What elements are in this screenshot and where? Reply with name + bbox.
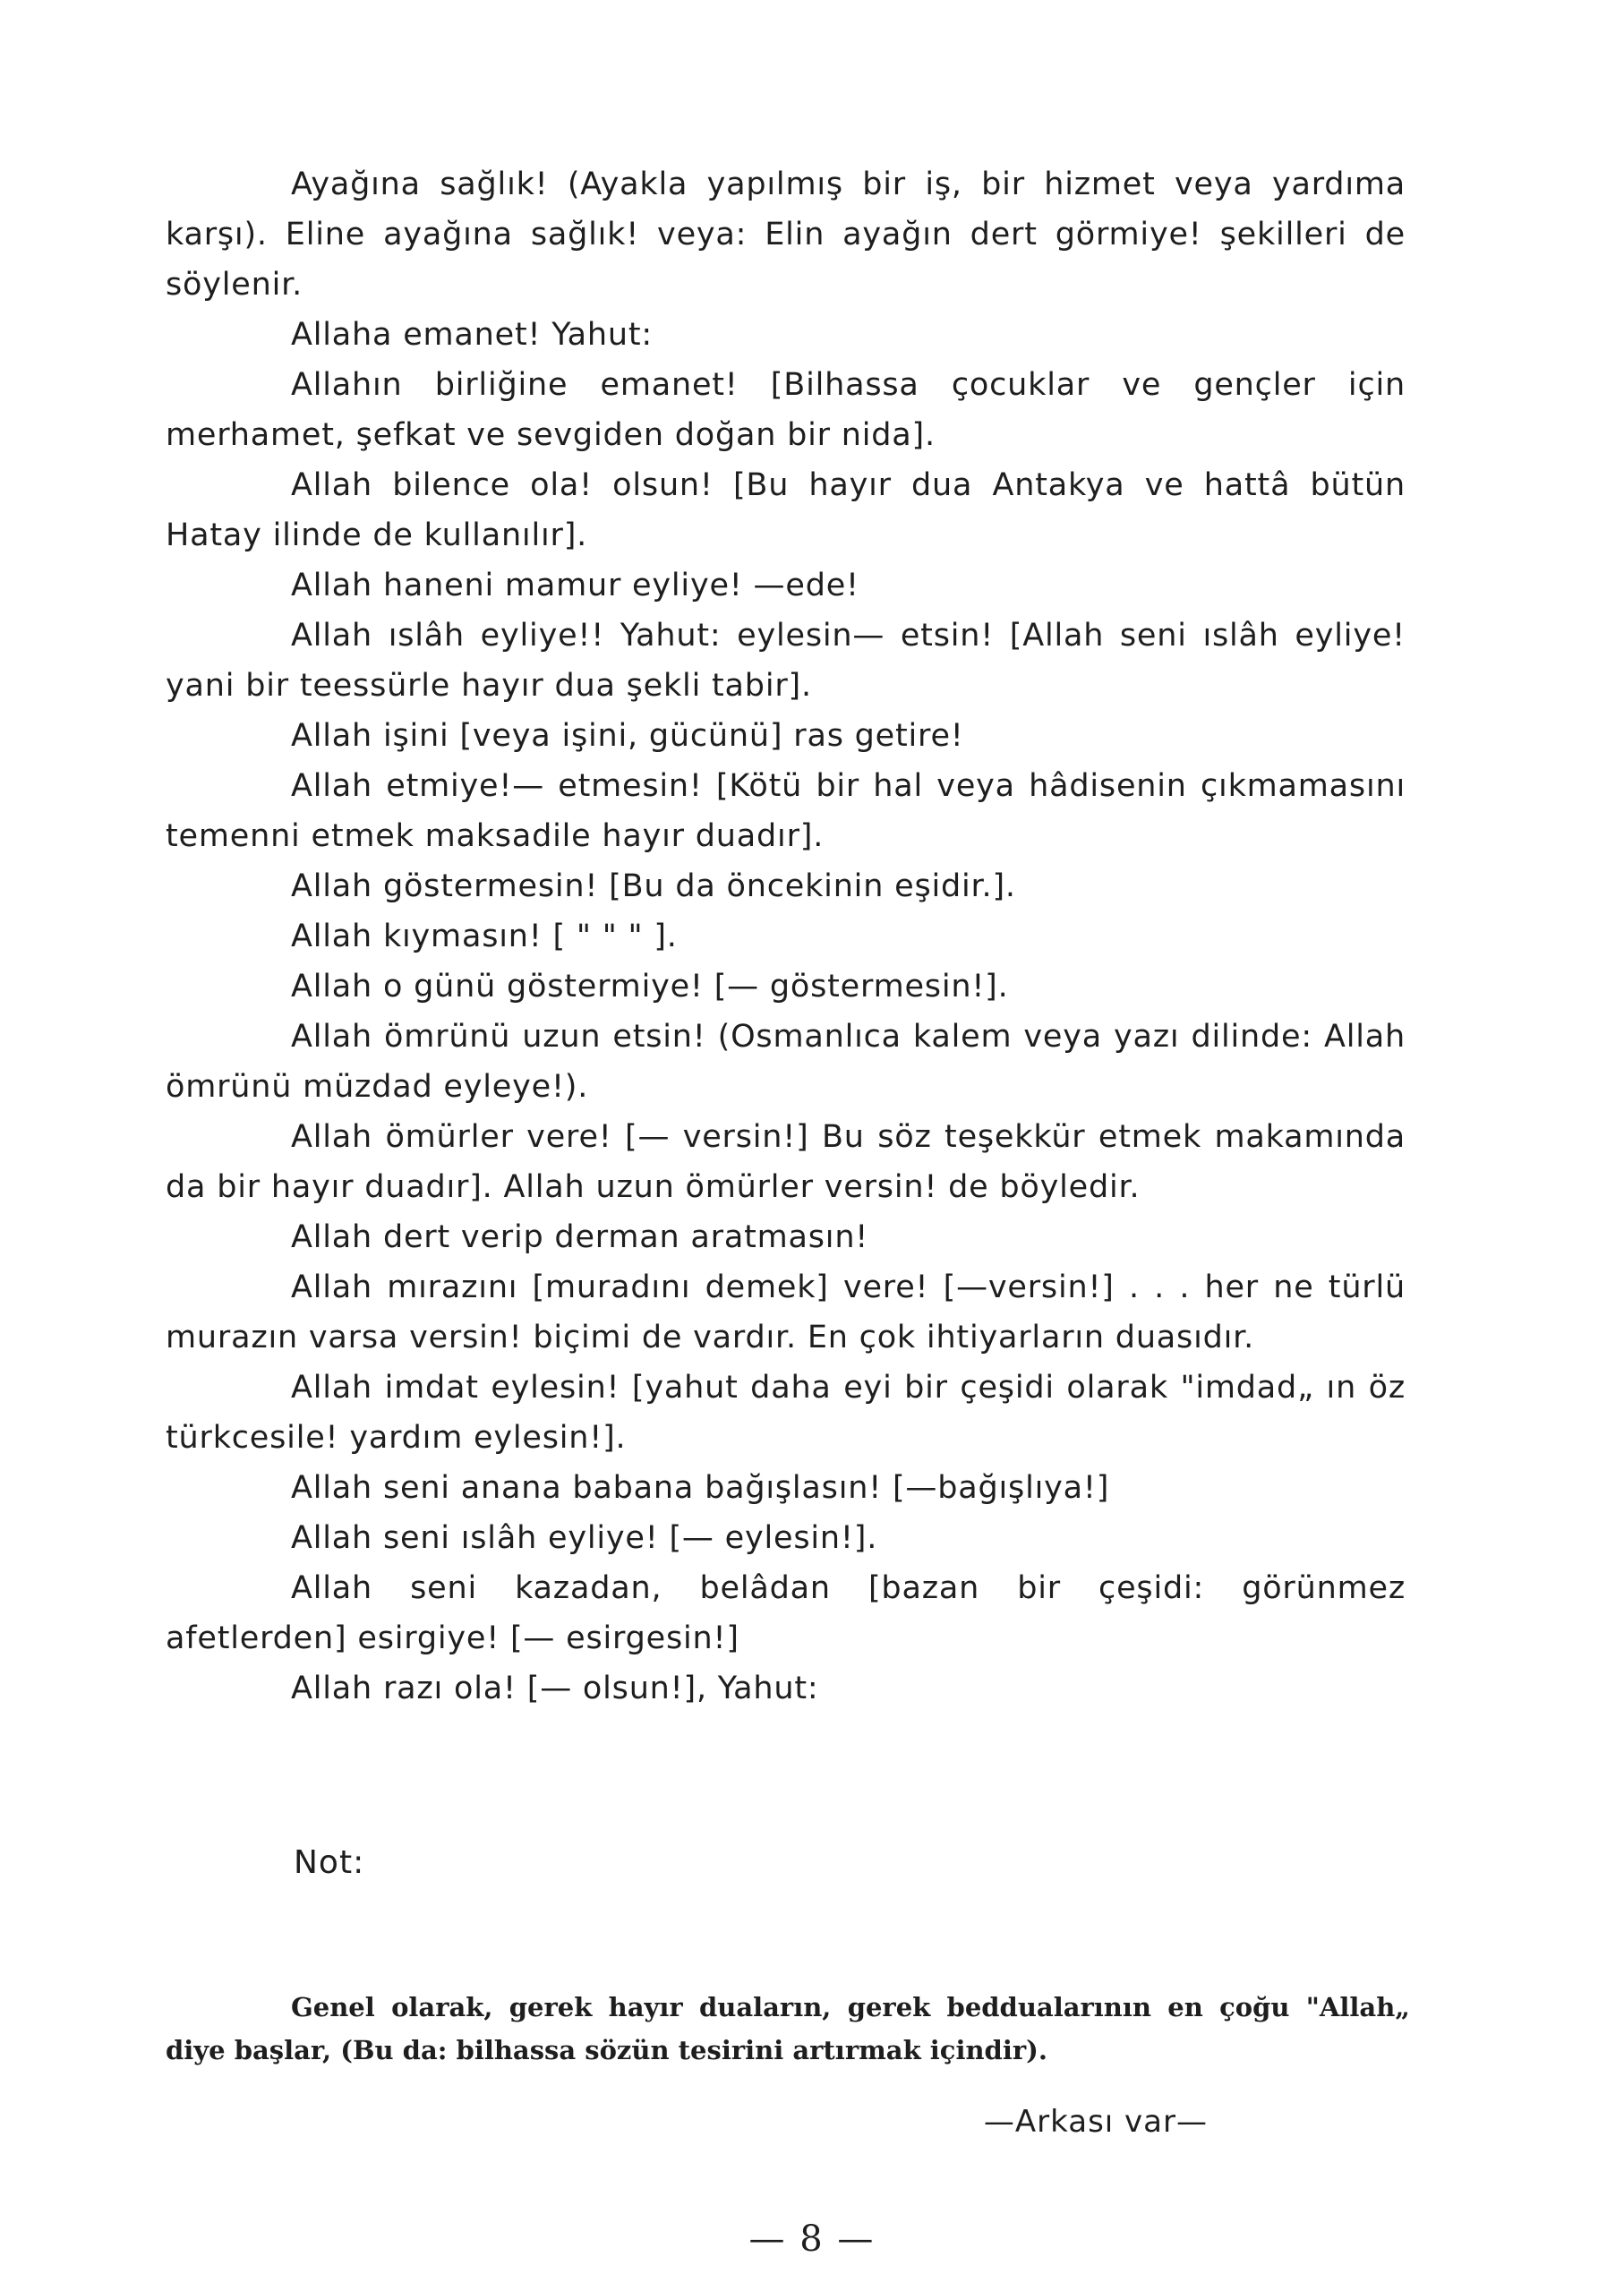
paragraph: Allah imdat eylesin! [yahut daha eyi bir çeşidi olarak "imdad„ ın öz türkcesile! yardım eylesin!]. <box>166 1370 1406 1456</box>
paragraph: Allah haneni mamur eyliye! —ede! <box>291 568 859 603</box>
body-text <box>166 159 1406 1714</box>
paragraph: Allah seni kazadan, belâdan [bazan bir çeşidi: görünmez afetlerden] esirgiye! [— esirgesin!] <box>166 1570 1406 1656</box>
paragraph: Allah kıymasın! [ " " " ]. <box>291 919 678 954</box>
footnote-text: Genel olarak, gerek hayır duaların, gerek beddualarının en çoğu "Allah„ diye başlar, (Bu da: bilhassa sözün tesirini artırmak içindir). <box>166 1992 1410 2065</box>
paragraph: Ayağına sağlık! (Ayakla yapılmış bir iş, bir hizmet veya yardıma karşı). Eline ayağına sağlık! veya: Elin ayağın dert görmiye! şekilleri de söylenir. <box>166 167 1406 303</box>
paragraph: Allah göstermesin! [Bu da öncekinin eşidir.]. <box>291 868 1016 904</box>
paragraph: Allah dert verip derman aratmasın! <box>291 1219 869 1255</box>
paragraph: Allaha emanet! Yahut: <box>291 317 653 353</box>
paragraph: Allah razı ola! [— olsun!], Yahut: <box>291 1671 819 1706</box>
paragraph: Allah o günü göstermiye! [— göstermesin!]. <box>291 969 1009 1004</box>
paragraph: Allah ömrünü uzun etsin! (Osmanlıca kalem veya yazı dilinde: Allah ömrünü müzdad eyleye!). <box>166 1019 1406 1105</box>
paragraph: Allah bilence ola! olsun! [Bu hayır dua Antakya ve hattâ bütün Hatay ilinde de kullanılır]. <box>166 467 1406 553</box>
paragraph: Allah mırazını [muradını demek] vere! [—versin!] . . . her ne türlü murazın varsa versin! biçimi de vardır. En çok ihtiyarların duasıdır. <box>166 1270 1406 1355</box>
paragraph: Allah işini [veya işini, gücünü] ras getire! <box>291 718 964 754</box>
paragraph: Allah ıslâh eyliye!! Yahut: eylesin— etsin! [Allah seni ıslâh eyliye! yani bir teessürle hayır dua şekli tabir]. <box>166 618 1406 704</box>
paragraph: Allah ömürler vere! [— versin!] Bu söz teşekkür etmek makamında da bir hayır duadır]. Allah uzun ömürler versin! de böyledir. <box>166 1119 1406 1205</box>
paragraph: Allahın birliğine emanet! [Bilhassa çocuklar ve gençler için merhamet, şefkat ve sevgiden doğan bir nida]. <box>166 367 1406 453</box>
page-number: — 8 — <box>748 2218 876 2260</box>
paragraph: Allah seni ıslâh eyliye! [— eylesin!]. <box>291 1520 878 1556</box>
note-label: Not: <box>294 1844 365 1881</box>
footnote <box>166 1986 1410 2072</box>
paragraph: Allah etmiye!— etmesin! [Kötü bir hal veya hâdisenin çıkmamasını temenni etmek maksadile hayır duadır]. <box>166 768 1406 854</box>
continued-label: —Arkası var— <box>983 2104 1208 2140</box>
paragraph: Allah seni anana babana bağışlasın! [—bağışlıya!] <box>291 1470 1110 1506</box>
